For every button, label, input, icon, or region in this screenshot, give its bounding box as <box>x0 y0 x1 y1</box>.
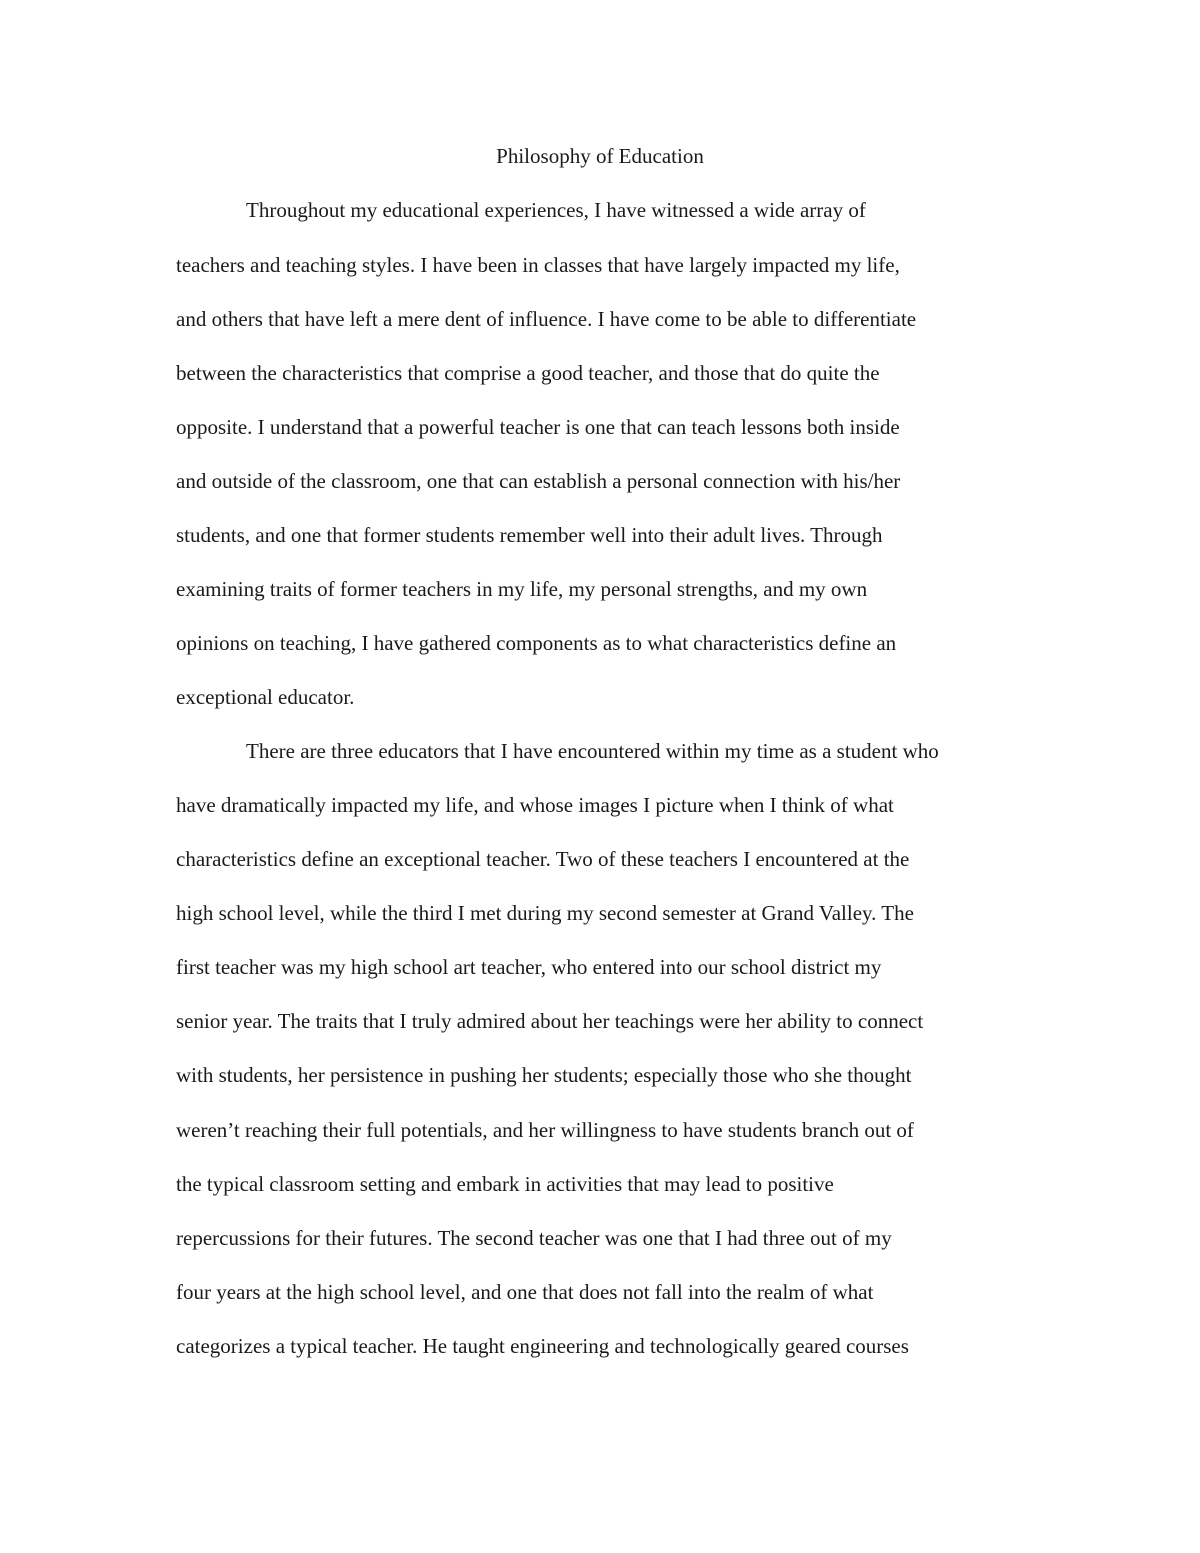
paragraph-2-line-3: characteristics define an exceptional teacher. Two of these teachers I encountered at the <box>176 847 910 871</box>
document-title: Philosophy of Education <box>496 144 704 168</box>
paragraph-1-line-3: and others that have left a mere dent of influence. I have come to be able to differentiate <box>176 307 917 331</box>
paragraph-1-line-8: examining traits of former teachers in my life, my personal strengths, and my own <box>176 577 868 601</box>
paragraph-1-line-5: opposite. I understand that a powerful teacher is one that can teach lessons both inside <box>176 415 900 439</box>
paragraph-2-line-10: repercussions for their futures. The second teacher was one that I had three out of my <box>176 1226 892 1250</box>
paragraph-2-line-9: the typical classroom setting and embark in activities that may lead to positive <box>176 1172 834 1196</box>
paragraph-1-line-4: between the characteristics that comprise a good teacher, and those that do quite the <box>176 361 880 385</box>
paragraph-2-line-7: with students, her persistence in pushing her students; especially those who she thought <box>176 1063 912 1087</box>
paragraph-1-line-9: opinions on teaching, I have gathered components as to what characteristics define an <box>176 631 897 655</box>
paragraph-1-line-2: teachers and teaching styles. I have been in classes that have largely impacted my life, <box>176 253 900 277</box>
paragraph-1-line-7: students, and one that former students remember well into their adult lives. Through <box>176 523 883 547</box>
paragraph-2-line-2: have dramatically impacted my life, and whose images I picture when I think of what <box>176 793 894 817</box>
paragraph-1-line-10: exceptional educator. <box>176 685 355 709</box>
paragraph-2-line-6: senior year. The traits that I truly admired about her teachings were her ability to connect <box>176 1009 924 1033</box>
paragraph-2-line-4: high school level, while the third I met during my second semester at Grand Valley. The <box>176 901 914 925</box>
paragraph-2-line-5: first teacher was my high school art teacher, who entered into our school district my <box>176 955 882 979</box>
paragraph-2-line-11: four years at the high school level, and one that does not fall into the realm of what <box>176 1280 874 1304</box>
paragraph-2-line-1: There are three educators that I have encountered within my time as a student who <box>246 739 939 763</box>
paragraph-2-line-12: categorizes a typical teacher. He taught engineering and technologically geared courses <box>176 1334 909 1358</box>
paragraph-2-line-8: weren’t reaching their full potentials, and her willingness to have students branch out of <box>176 1118 914 1142</box>
paragraph-1-line-6: and outside of the classroom, one that can establish a personal connection with his/her <box>176 469 901 493</box>
paragraph-1-line-1: Throughout my educational experiences, I have witnessed a wide array of <box>246 198 866 222</box>
